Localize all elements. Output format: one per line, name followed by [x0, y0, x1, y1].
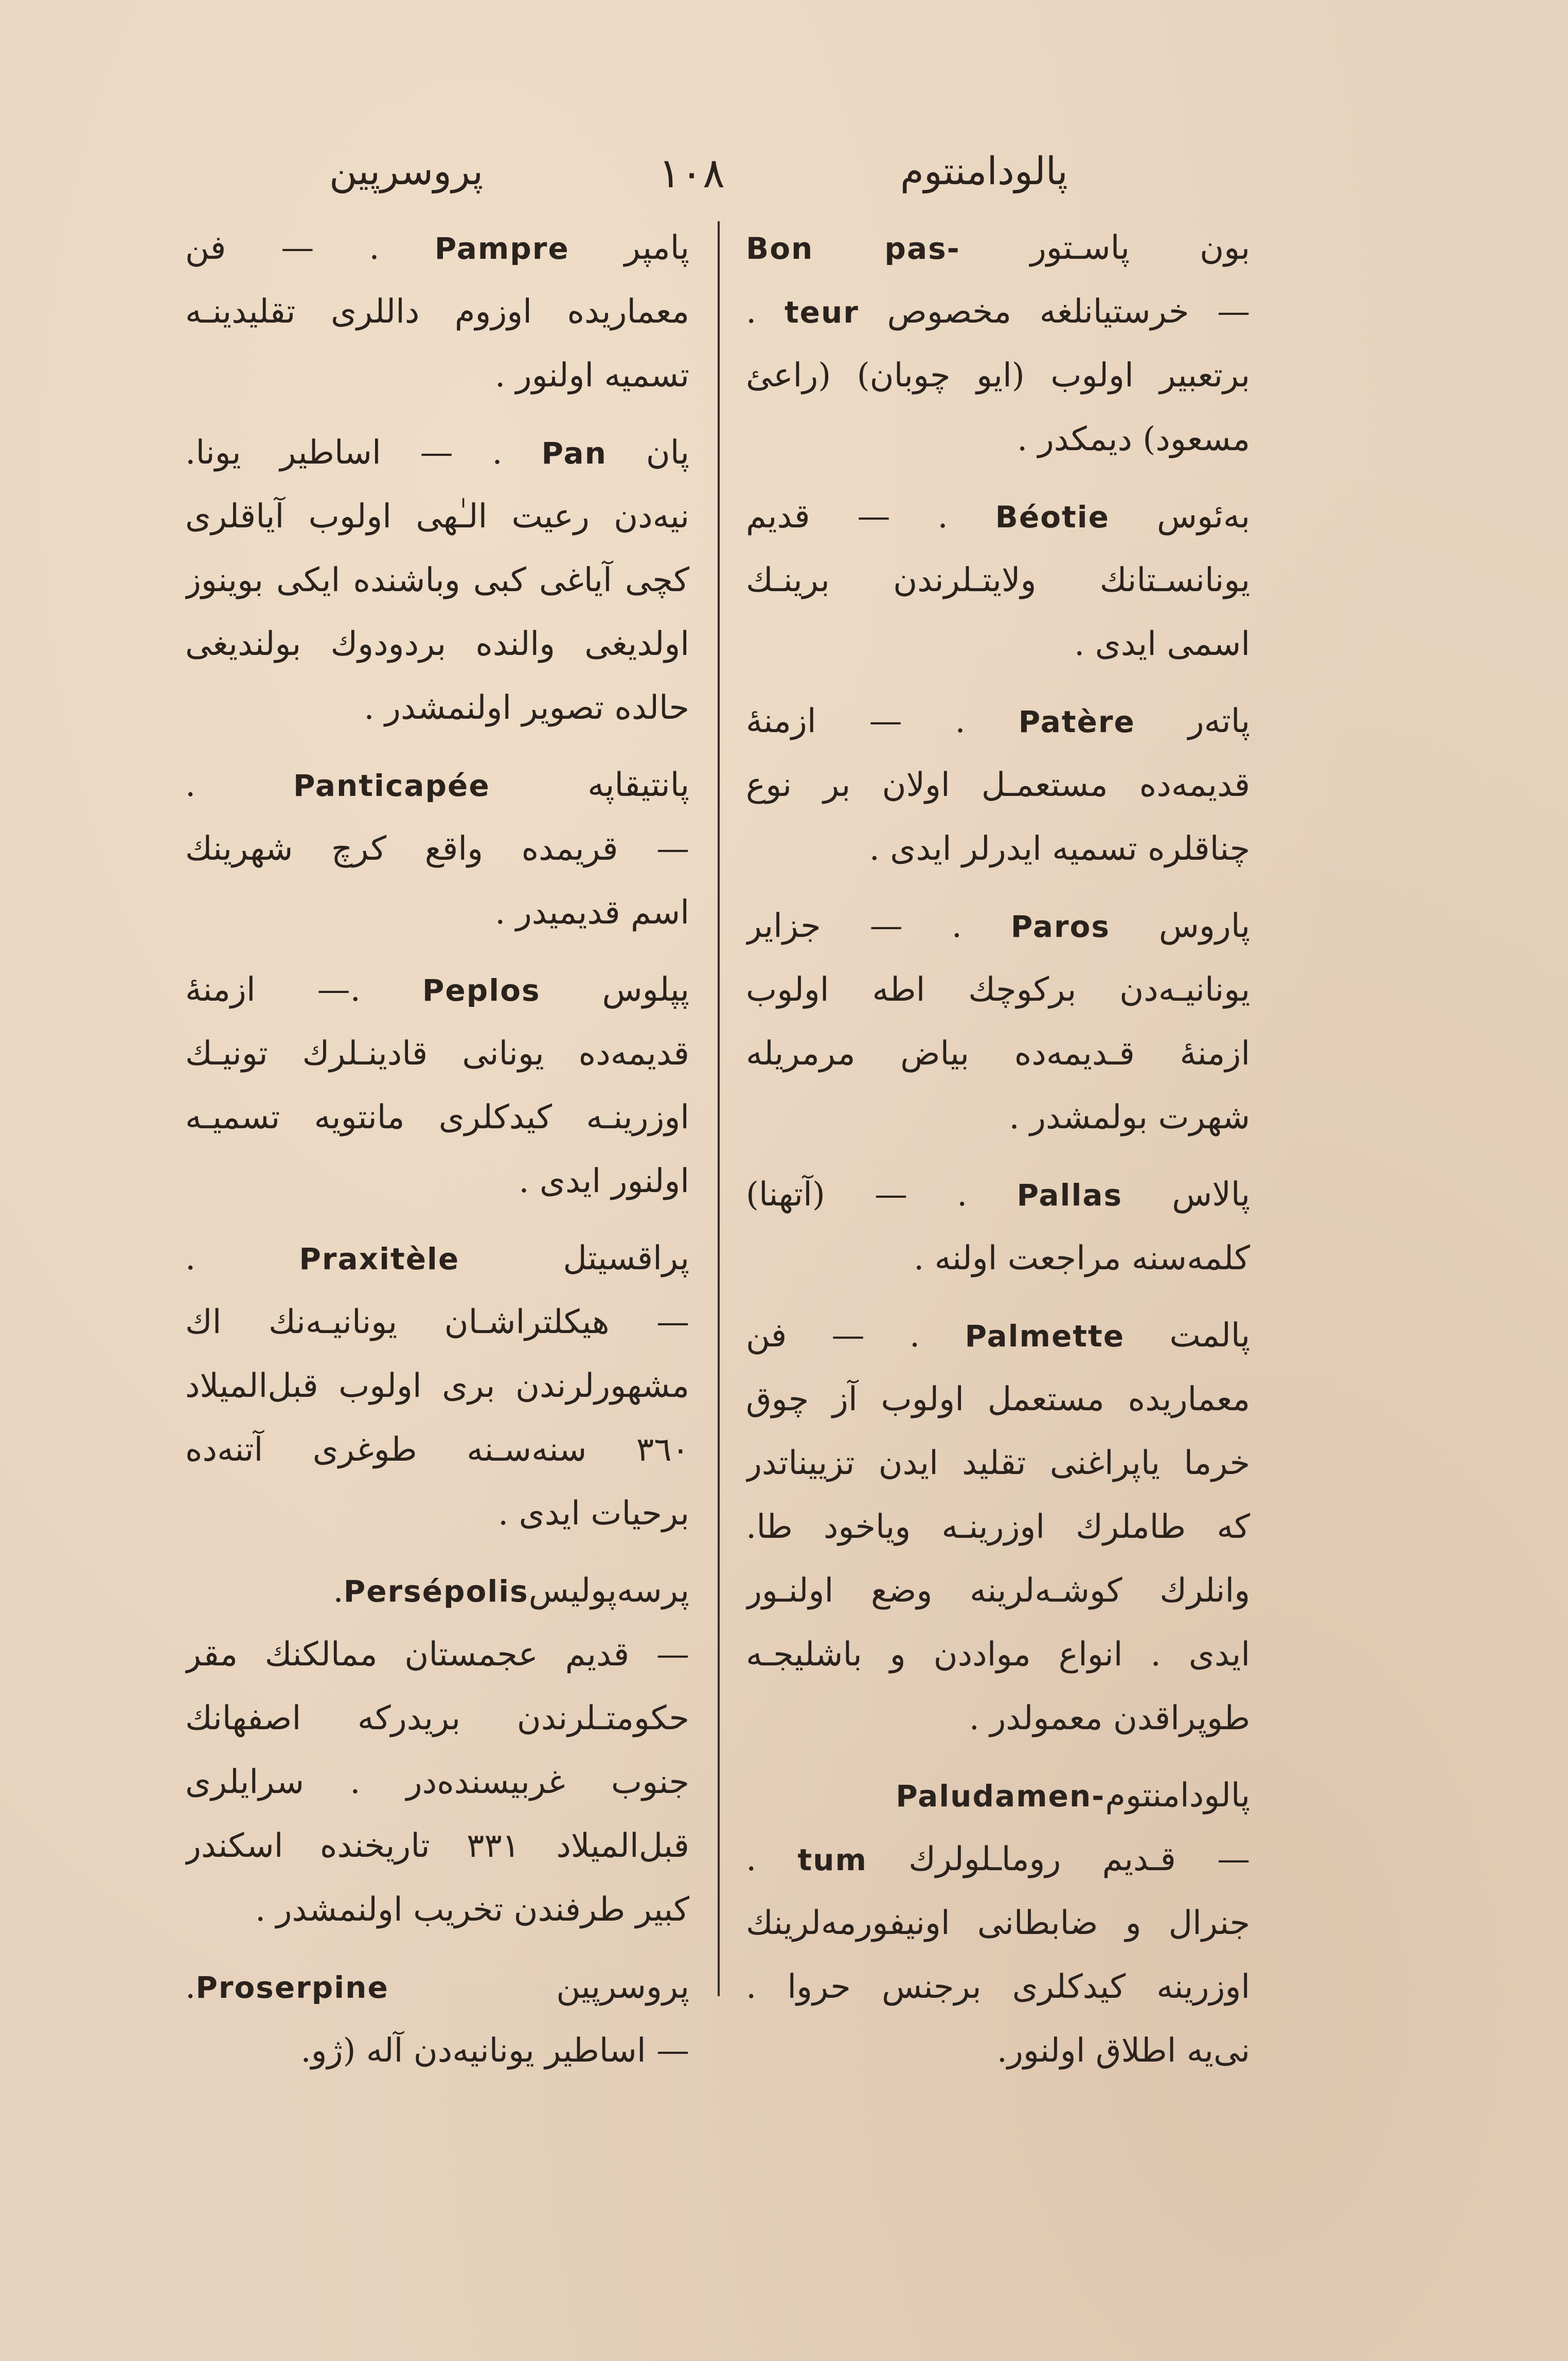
entry-line: چناقلره تسمیه ایدرلر ایدی .	[869, 830, 1250, 868]
definition-text: . — ازمنهٔ	[746, 702, 1019, 740]
running-head-left: پروسرپین	[329, 149, 484, 193]
dictionary-entry	[185, 1955, 689, 2083]
headword-ottoman: بون پاسـتور	[960, 229, 1250, 267]
entry-line: خرما یاپراغنی تقلید ایدن تزییناتدر	[746, 1444, 1250, 1482]
headword-ottoman: پروسرپین	[388, 1968, 689, 2006]
entry-line: تسمیه اولنور .	[494, 357, 689, 395]
entry-line: یونانسـتانك ولایتـلرندن برینـك	[746, 561, 1250, 599]
entry-line	[746, 1764, 1250, 1827]
headword-latin: tum	[797, 1842, 867, 1877]
entry-line	[746, 485, 1250, 548]
entry-line: وانلرك کوشـه‌لرینه وضع اولنـور	[746, 1572, 1250, 1610]
dictionary-entry	[746, 485, 1250, 676]
dictionary-entry	[746, 1304, 1250, 1750]
headword-ottoman: پاروس	[1110, 907, 1250, 945]
dictionary-entry	[185, 753, 689, 945]
right-column	[746, 216, 1250, 2070]
running-head-right: پالودامنتوم	[900, 149, 1068, 193]
dictionary-entry	[185, 1559, 689, 1942]
definition-text: .	[746, 293, 785, 331]
definition-text: . — اساطیر یونا.	[185, 434, 542, 472]
entry-line	[746, 1304, 1250, 1368]
dictionary-entry	[185, 1227, 689, 1546]
entry-line: قبل‌المیلاد ٣٣١ تاریخنده اسکندر	[185, 1827, 689, 1865]
entry-line: یونانیـه‌دن برکوچك اطه اولوب	[746, 971, 1250, 1009]
entry-line: قدیمه‌ده مستعمـل اولان بر نوع	[746, 766, 1250, 804]
entry-line	[185, 1559, 689, 1623]
headword-latin: Proserpine	[195, 1970, 389, 2005]
headword-latin: Béotie	[995, 500, 1110, 535]
headword-ottoman: به‌ئوس	[1109, 498, 1250, 536]
entry-line	[746, 894, 1250, 958]
headword-latin: Peplos	[422, 973, 541, 1008]
entry-line: که طاملرك اوزرینـه ویاخود طا.	[746, 1508, 1250, 1546]
headword-latin: Paros	[1010, 909, 1110, 944]
definition-text: .	[746, 1840, 798, 1878]
dictionary-entry	[746, 216, 1250, 471]
entry-line	[185, 421, 689, 485]
definition-text: . — فن	[746, 1317, 965, 1355]
headword-ottoman: — خرستیانلغه مخصوص	[859, 293, 1250, 331]
entry-line	[746, 689, 1250, 753]
page-number: ١٠٨	[658, 149, 725, 197]
headword-ottoman: پانتیقاپه	[490, 766, 689, 804]
entry-line: برتعبیر اولوب (ایو چوبان) (راعئ	[746, 357, 1250, 395]
definition-text: .	[333, 1572, 344, 1610]
entry-line: معماریده اوزوم داللری تقلیدینـه	[185, 293, 689, 331]
headword-ottoman: پالمت	[1125, 1317, 1250, 1355]
entry-line: کلمه‌سنه مراجعت اولنه .	[913, 1239, 1250, 1277]
entry-line: ایدی . انواع مواددن و باشلیجـه	[746, 1636, 1250, 1674]
entry-line: معماریده مستعمل اولوب آز چوق	[746, 1380, 1250, 1418]
entry-line: ازمنهٔ قـدیمه‌ده بیاض مرمریله	[746, 1035, 1250, 1073]
entry-line: جنرال و ضابطانی اونیفورمه‌لرینك	[746, 1904, 1250, 1942]
definition-text: . — (آتهنا)	[746, 1176, 1017, 1214]
entry-line	[185, 1227, 689, 1290]
definition-text: . — قدیم	[746, 498, 995, 536]
entry-line: برحیات ایدی .	[497, 1495, 689, 1533]
entry-line: شهرت بولمشدر .	[1009, 1098, 1250, 1137]
headword-latin: Paludamen-	[896, 1779, 1106, 1814]
column-divider	[718, 221, 720, 1996]
entry-line: قدیمه‌ده یونانی قادینـلرك تونیـك	[185, 1035, 689, 1073]
entry-line: ٣٦٠ سنه‌سـنه طوغری آتنه‌ده	[185, 1431, 689, 1469]
headword-ottoman: پاته‌ر	[1135, 702, 1250, 740]
dictionary-entry	[185, 216, 689, 407]
entry-line	[746, 1163, 1250, 1227]
dictionary-entry	[185, 421, 689, 740]
entry-line: حکومتـلرندن بریدرکه اصفهانك	[185, 1699, 689, 1737]
entry-line: اوزرینه کیدکلری برجنس حروا .	[746, 1968, 1250, 2006]
headword-latin: Persépolis	[343, 1574, 529, 1609]
entry-line: مشهورلرندن بری اولوب قبل‌المیلاد	[185, 1367, 689, 1405]
entry-line: اسمی ایدی .	[1074, 625, 1250, 663]
headword-latin: Patère	[1018, 704, 1135, 739]
entry-line	[746, 280, 1250, 344]
definition-text: .— ازمنهٔ	[185, 971, 422, 1009]
headword-latin: teur	[784, 295, 859, 330]
headword-latin: Pampre	[434, 231, 569, 266]
dictionary-entry	[185, 958, 689, 1213]
headword-latin: Palmette	[965, 1319, 1125, 1354]
headword-latin: Bon pas-	[746, 231, 960, 266]
entry-line: — هیکلتراشـان یونانیـه‌نك اك	[185, 1303, 689, 1341]
dictionary-entry	[746, 689, 1250, 881]
headword-latin: Pan	[541, 436, 607, 471]
headword-latin: Panticapée	[293, 768, 490, 803]
entry-line: کبیر طرفندن تخریب اولنمشدر .	[255, 1891, 689, 1929]
headword-ottoman: پرسه‌پولیس	[528, 1572, 689, 1610]
entry-line: اولنور ایدی .	[519, 1162, 689, 1200]
entry-line: اولدیغی والنده بردودوك بولندیغی	[185, 625, 689, 663]
definition-text: .	[185, 1968, 196, 2006]
dictionary-entry	[746, 1764, 1250, 2083]
definition-text: . — جزایر	[746, 907, 1011, 945]
headword-ottoman: — قـدیم روماـلولرك	[867, 1840, 1250, 1878]
entry-line: طوپراقدن معمولدر .	[969, 1699, 1250, 1737]
headword-ottoman: پالاس	[1122, 1176, 1250, 1214]
dictionary-entry	[746, 894, 1250, 1149]
entry-line	[185, 216, 689, 280]
entry-line	[746, 216, 1250, 280]
entry-line	[185, 753, 689, 817]
definition-text: . — فن	[185, 229, 435, 267]
definition-text: .	[185, 1239, 299, 1277]
entry-line: اوزرینـه کیدکلری مانتویه تسمیـه	[185, 1098, 689, 1137]
entry-line: نی‌یه اطلاق اولنور.	[996, 2032, 1250, 2070]
headword-ottoman: پپلوس	[540, 971, 689, 1009]
entry-line	[185, 958, 689, 1022]
headword-latin: Praxitèle	[299, 1241, 460, 1276]
entry-line	[185, 1955, 689, 2019]
entry-line: — اساطیر یونانیه‌دن آله (ژو.	[300, 2032, 689, 2070]
entry-line	[746, 1827, 1250, 1891]
headword-latin: Pallas	[1017, 1178, 1122, 1213]
entry-line: اسم قدیمیدر .	[495, 894, 689, 932]
entry-line: مسعود) دیمکدر .	[1017, 420, 1250, 458]
headword-ottoman: پامپر	[569, 229, 689, 267]
dictionary-entry	[746, 1163, 1250, 1290]
entry-line: — قدیم عجمستان ممالکنك مقر	[185, 1636, 689, 1674]
definition-text: .	[185, 766, 293, 804]
headword-ottoman: پان	[607, 434, 689, 472]
page-header	[0, 149, 1568, 221]
entry-line: نیه‌دن رعیت الـٰهی اولوب آیاقلری	[185, 498, 689, 536]
entry-line: کچی آیاغی کبی وباشنده ایکی بوینوز	[185, 561, 689, 599]
left-column	[185, 216, 689, 2070]
entry-line: — قریمده واقع کرچ شهرینك	[185, 830, 689, 868]
headword-ottoman: پراقسیتل	[459, 1239, 689, 1277]
headword-ottoman: پالودامنتوم	[1105, 1777, 1250, 1815]
entry-line: حالده تصویر اولنمشدر .	[364, 689, 689, 727]
entry-line: جنوب غربیسنده‌در . سرایلری	[185, 1763, 689, 1801]
